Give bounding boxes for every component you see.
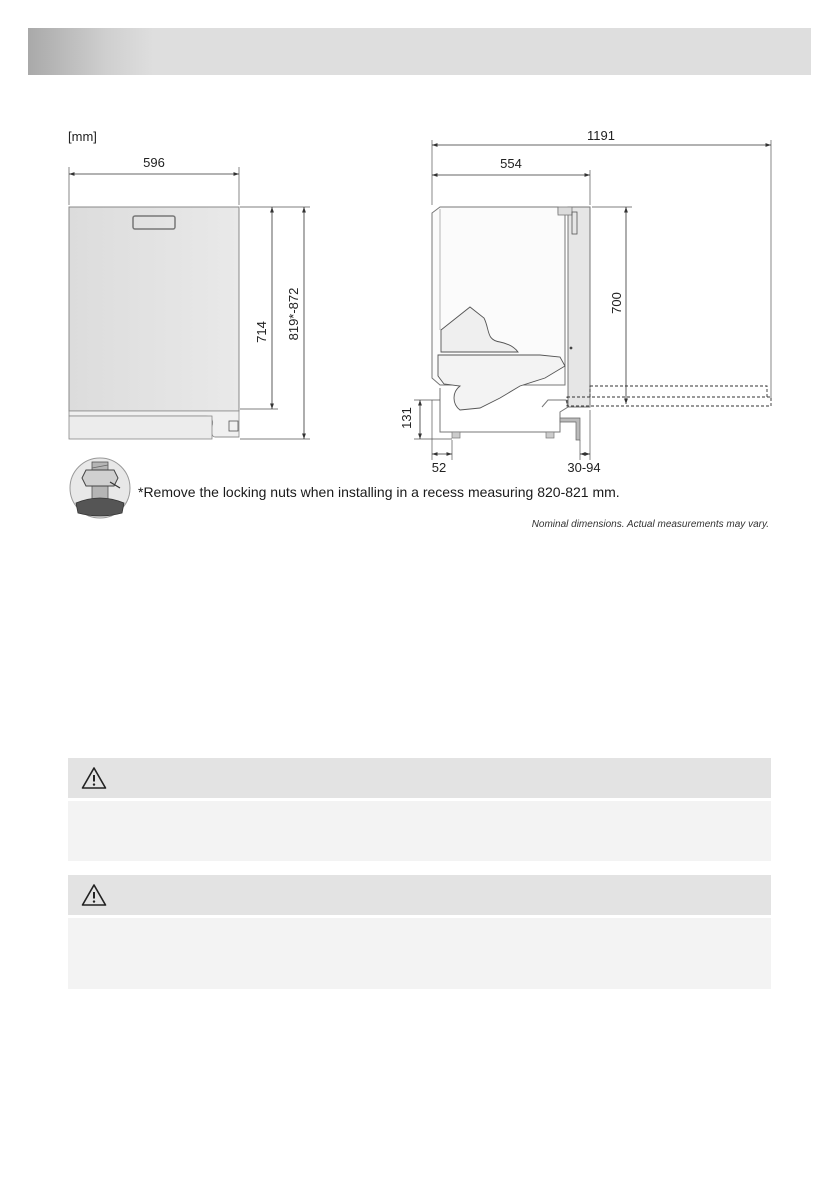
warning-header	[68, 758, 771, 798]
warning-box-2	[68, 875, 771, 989]
installation-note: *Remove the locking nuts when installing in a recess measuring 820-821 mm.	[138, 484, 620, 500]
warning-box-1	[68, 758, 771, 861]
warning-body	[68, 798, 771, 861]
door-side	[568, 207, 590, 407]
plinth-recess-value: 30-94	[567, 460, 601, 475]
warning-body	[68, 915, 771, 989]
side-view	[399, 128, 771, 475]
warning-header	[68, 875, 771, 915]
installation-dimension-drawing	[0, 0, 839, 560]
front-view	[69, 155, 310, 439]
total-depth-value: 1191	[587, 128, 615, 143]
units-label: [mm]	[68, 129, 97, 144]
plinth-slider	[560, 418, 580, 440]
warning-triangle-icon	[81, 766, 107, 790]
disclaimer: Nominal dimensions. Actual measurements may vary.	[531, 519, 769, 530]
door-panel	[69, 207, 239, 411]
side-height-value: 700	[609, 292, 624, 314]
warning-triangle-icon	[81, 883, 107, 907]
plinth-height-value: 131	[399, 407, 414, 429]
plinth	[69, 416, 212, 439]
width-value: 596	[143, 155, 165, 170]
open-door-outline	[590, 386, 767, 397]
total-height-value: 819*-872	[286, 287, 301, 341]
door-height-value: 714	[254, 321, 269, 343]
depth-value: 554	[500, 156, 522, 171]
foot-depth-value: 52	[431, 460, 447, 475]
locking-nut-icon	[70, 458, 130, 518]
